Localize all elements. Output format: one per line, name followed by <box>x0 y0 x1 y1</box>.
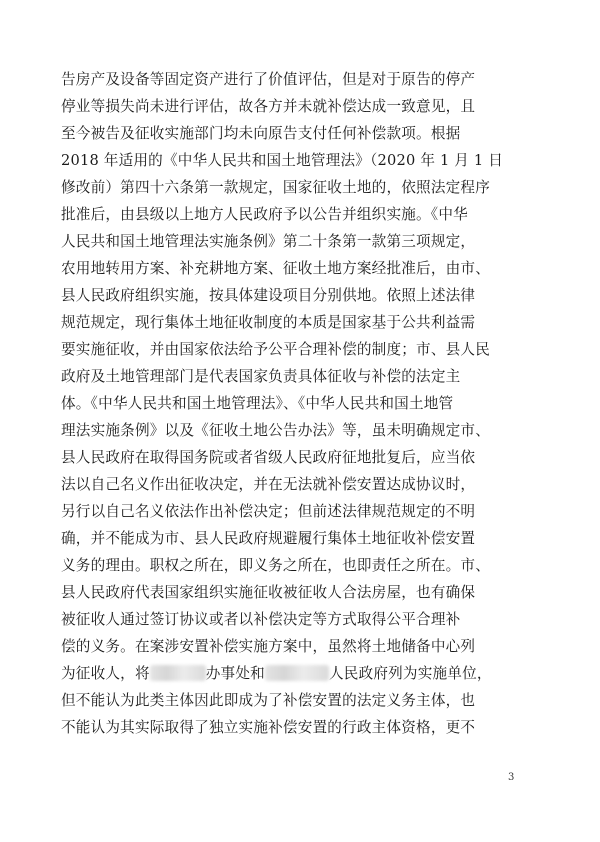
text-line: 另行以自己名义依法作出补偿决定；但前述法律规范规定的不明 <box>61 503 476 520</box>
text-line: 至今被告及征收实施部门均未向原告支付任何补偿款项。根据 <box>61 125 461 142</box>
text-line: 人民共和国土地管理法实施条例》第二十条第一款第三项规定， <box>61 233 476 250</box>
text-line-redacted <box>61 660 541 687</box>
text-line: 政府及土地管理部门是代表国家负责具体征收与补偿的法定主 <box>61 368 461 385</box>
redaction-blur <box>265 665 329 681</box>
text-line: 规范规定，现行集体土地征收制度的本质是国家基于公共利益需 <box>61 314 476 331</box>
text-line: 县人民政府代表国家组织实施征收被征收人合法房屋，也有确保 <box>61 584 476 601</box>
text-line: 但不能认为此类主体因此即成为了补偿安置的法定义务主体，也 <box>61 692 476 709</box>
text-line: 2018 年适用的《中华人民共和国土地管理法》（2020 年 1 月 1 日 <box>61 152 504 169</box>
text-line: 农用地转用方案、补充耕地方案、征收土地方案经批准后，由市、 <box>61 260 491 277</box>
text-line: 被征收人通过签订协议或者以补偿决定等方式取得公平合理补 <box>61 611 461 628</box>
text-line: 理法实施条例》以及《征收土地公告办法》等，虽未明确规定市、 <box>61 422 491 439</box>
text-line: 告房产及设备等固定资产进行了价值评估，但是对于原告的停产 <box>61 71 476 88</box>
redaction-blur <box>150 665 206 681</box>
text-segment: 为征收人，将 <box>61 665 150 682</box>
text-line: 义务的理由。职权之所在，即义务之所在，也即责任之所在。市、 <box>61 557 491 574</box>
text-line: 不能认为其实际取得了独立实施补偿安置的行政主体资格，更不 <box>61 719 476 736</box>
text-line: 偿的义务。在案涉安置补偿实施方案中，虽然将土地储备中心列 <box>61 638 476 655</box>
text-line: 停业等损失尚未进行评估，故各方并未就补偿达成一致意见，且 <box>61 98 476 115</box>
text-line: 法以自己名义作出征收决定，并在无法就补偿安置达成协议时， <box>61 476 476 493</box>
text-line: 县人民政府组织实施，按具体建设项目分别供地。依照上述法律 <box>61 287 476 304</box>
text-line: 要实施征收，并由国家依法给予公平合理补偿的制度；市、县人民 <box>61 341 491 358</box>
text-segment: 办事处和 <box>205 665 265 682</box>
text-line: 县人民政府在取得国务院或者省级人民政府征地批复后，应当依 <box>61 449 476 466</box>
text-line: 批准后，由县级以上地方人民政府予以公告并组织实施。《中华 <box>61 206 468 223</box>
text-segment: 人民政府列为实施单位， <box>328 665 492 682</box>
page-number: 3 <box>508 772 515 783</box>
text-line: 体。《中华人民共和国土地管理法》、《中华人民共和国土地管 <box>61 395 454 412</box>
text-line: 修改前）第四十六条第一款规定，国家征收土地的，依照法定程序 <box>61 179 491 196</box>
body-text <box>61 66 541 741</box>
text-line: 确，并不能成为市、县人民政府规避履行集体土地征收补偿安置 <box>61 530 476 547</box>
